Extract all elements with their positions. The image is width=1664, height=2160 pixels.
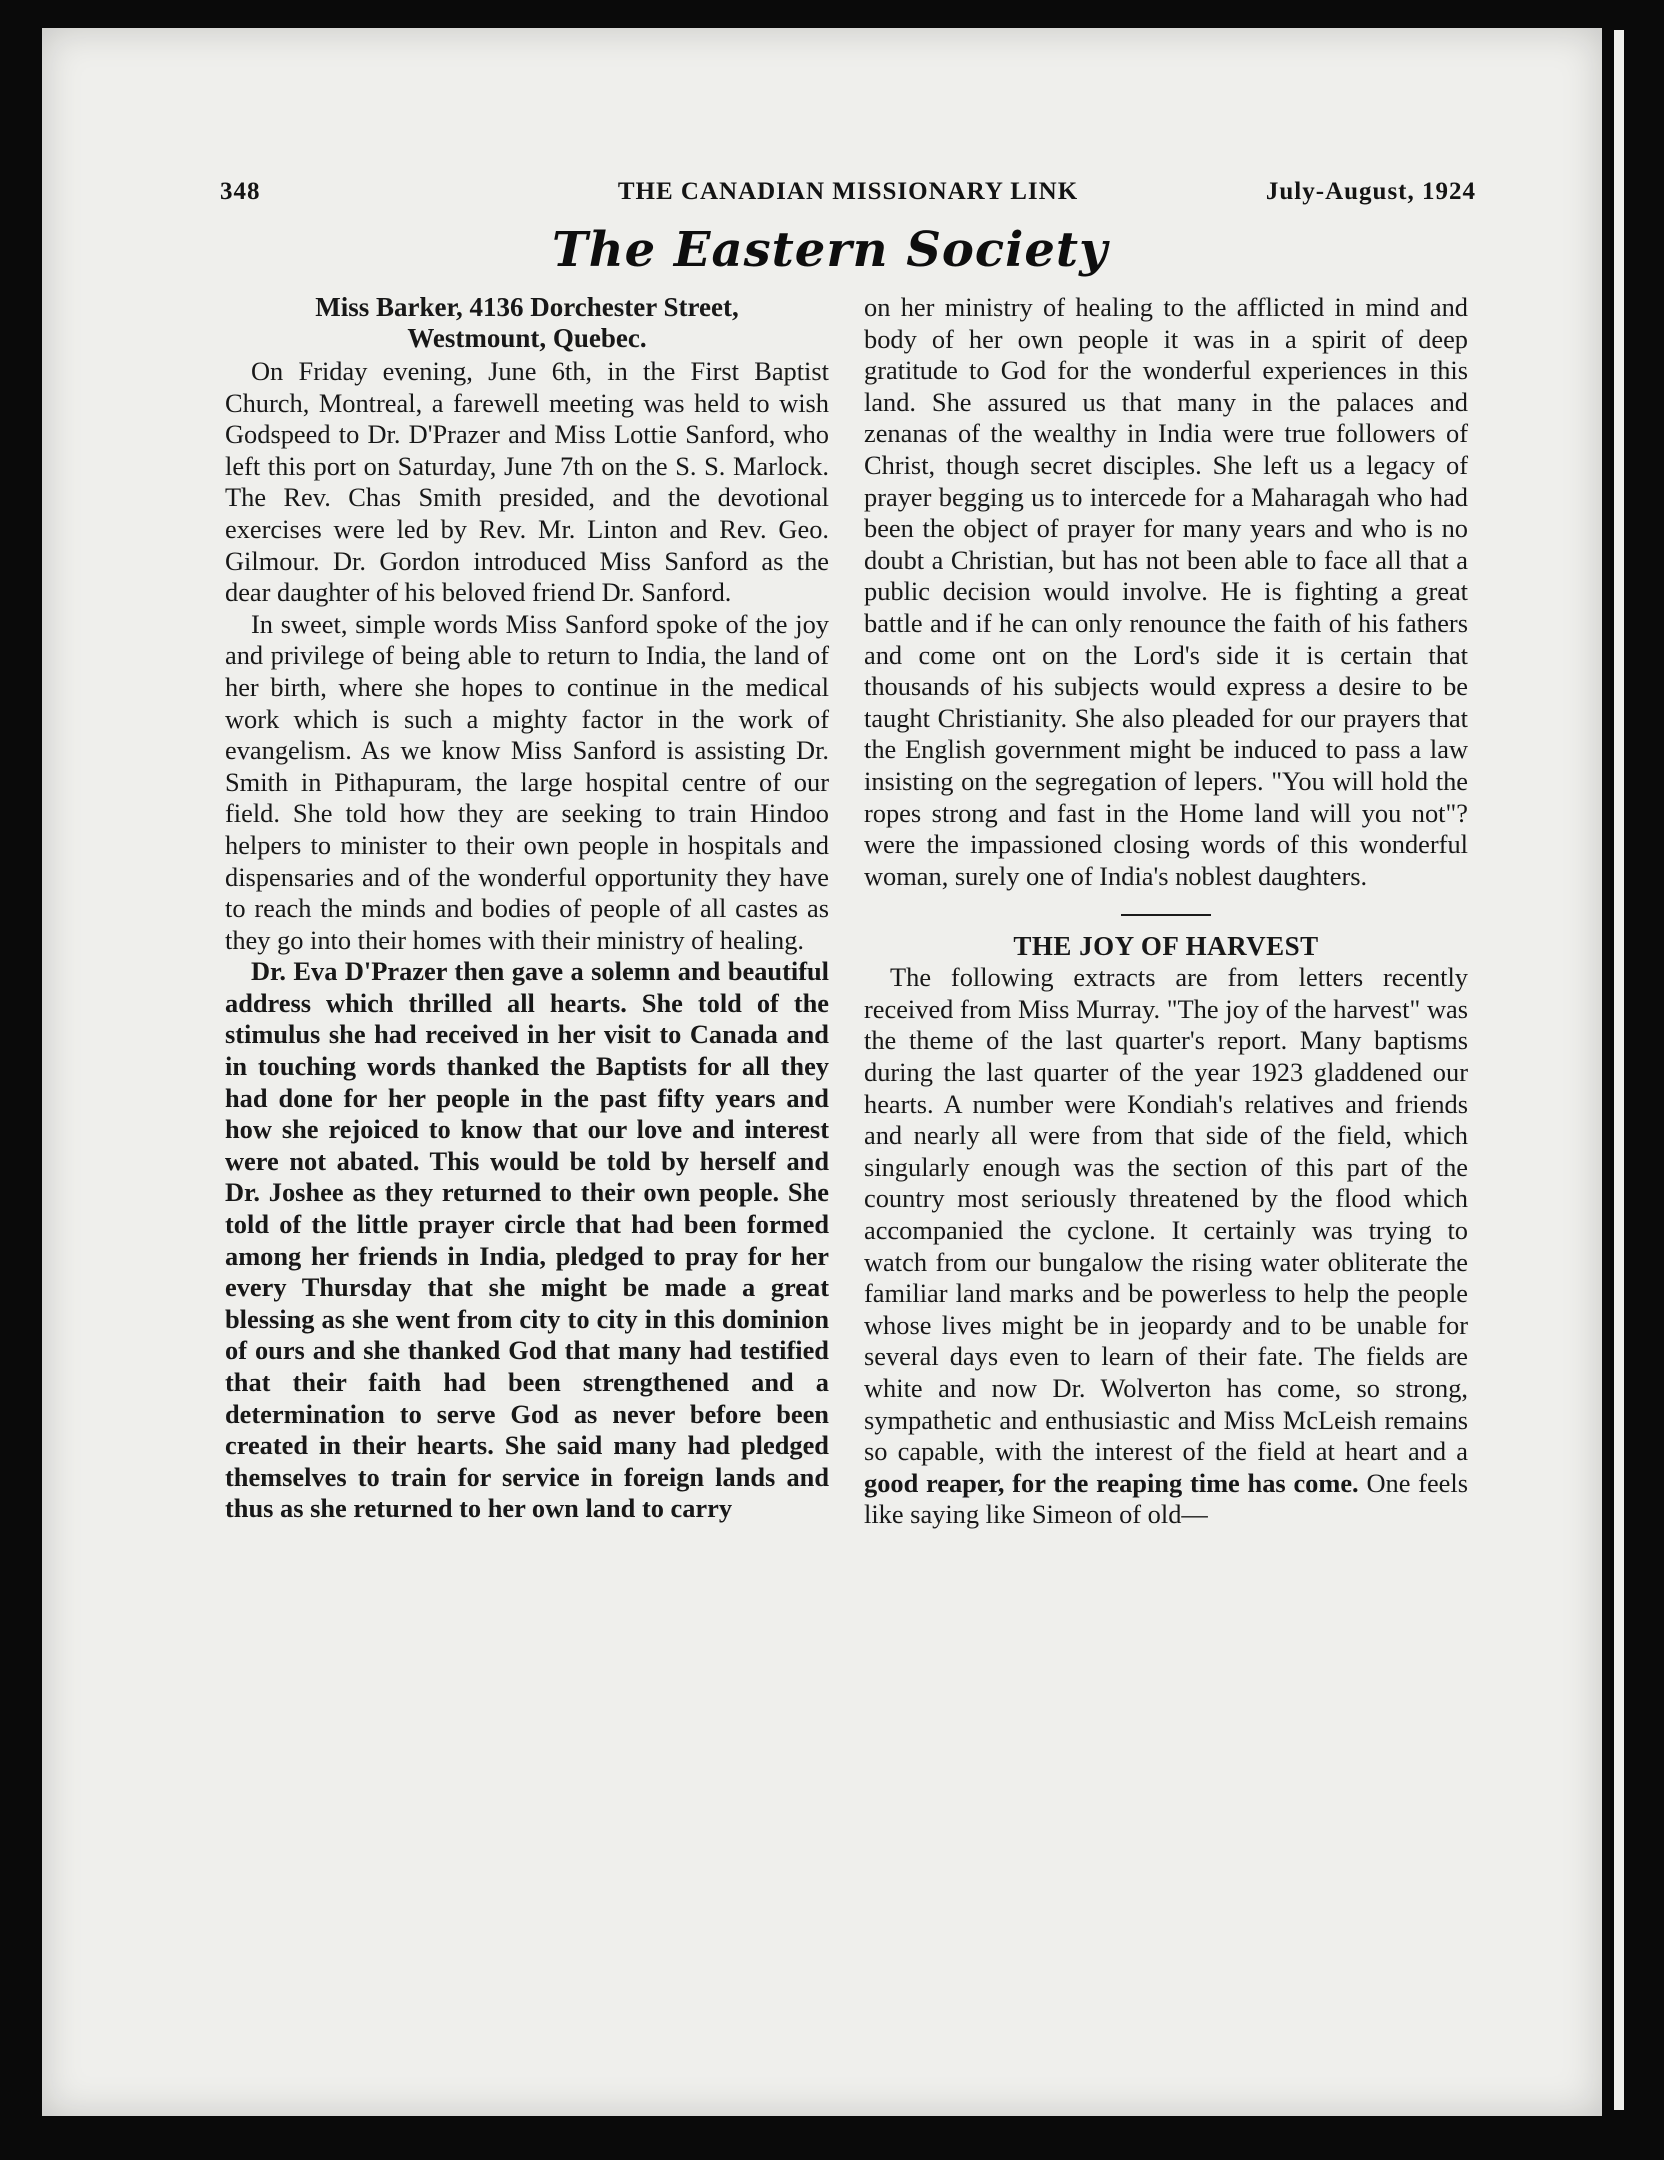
address-line-2: Westmount, Quebec. <box>407 323 647 353</box>
section-masthead: The Eastern Society <box>552 222 1108 278</box>
address-line-1: Miss Barker, 4136 Dorchester Street, <box>315 292 739 322</box>
bold-phrase: good reaper, for the reaping time has come. <box>864 1467 1359 1498</box>
left-column <box>225 292 829 1525</box>
section-heading: THE JOY OF HARVEST <box>1013 931 1319 962</box>
next-page-edge <box>1614 30 1624 2110</box>
paragraph: On Friday evening, June 6th, in the First Baptist Church, Montreal, a farewell meeting was held to wish Godspeed to Dr. D'Prazer and Miss Lottie Sanford, who left this port on Saturday, June 7th on the S. S. Marlock. The Rev. Chas Smith presided, and the devotional exercises were led by Rev. Mr. Linton and Rev. Geo. Gilmour. Dr. Gordon introduced Miss Sanford as the dear daughter of his beloved friend Dr. Sanford. <box>225 356 829 608</box>
divider-rule <box>1121 914 1211 916</box>
running-header <box>220 178 1476 218</box>
paragraph: Dr. Eva D'Prazer then gave a solemn and beautiful address which thrilled all hearts. She told of the stimulus she had received in her visit to Canada and in touching words thanked the Baptists for all they had done for her people in the past fifty years and how she rejoiced to know that our love and interest were not abated. This would be told by herself and Dr. Joshee as they returned to their own people. She told of the little prayer circle that had been formed among her friends in India, pledged to pray for her every Thursday that she might be made a great blessing as she went from city to city in this dominion of ours and she thanked God that many had testified that their faith had been strengthened and a determination to serve God as never before been created in their hearts. She said many had pledged themselves to train for service in foreign lands and thus as she returned to her own land to carry <box>225 956 829 1524</box>
page-number: 348 <box>220 178 261 205</box>
paragraph-text-end: One feels like saying like Simeon of old— <box>864 1467 1468 1530</box>
issue-date: July-August, 1924 <box>1265 178 1476 205</box>
address-block <box>225 292 829 354</box>
paragraph: on her ministry of healing to the afflicted in mind and body of her own people it was in a spirit of deep gratitude to God for the wonderful experiences in this land. She assured us that many in the palaces and zenanas of the wealthy in India were true followers of Christ, though secret disciples. She left us a legacy of prayer begging us to intercede for a Maharagah who had been the object of prayer for many years and who is no doubt a Christian, but has not been able to face all that a public decision would involve. He is fighting a great battle and if he can only renounce the faith of his fathers and come ont on the Lord's side it is certain that thousands of his subjects would express a desire to be taught Christianity. She also pleaded for our prayers that the English government might be induced to pass a law insisting on the segregation of lepers. "You will hold the ropes strong and fast in the Home land will you not"? were the impassioned closing words of this wonderful woman, surely one of India's noblest daughters. <box>864 292 1468 891</box>
paragraph <box>864 962 1468 1531</box>
publication-title: THE CANADIAN MISSIONARY LINK <box>617 178 1079 205</box>
paragraph: In sweet, simple words Miss Sanford spoke of the joy and privilege of being able to return to India, the land of her birth, where she hopes to continue in the medical work which is such a mighty factor in the work of evangelism. As we know Miss Sanford is assisting Dr. Smith in Pithapuram, the large hospital centre of our field. She told how they are seeking to train Hindoo helpers to minister to their own people in hospitals and dispensaries and of the wonderful opportunity they have to reach the minds and bodies of people of all castes as they go into their homes with their ministry of healing. <box>225 608 829 955</box>
paragraph-text: The following extracts are from letters recently received from Miss Murray. "The joy of the harvest" was the theme of the last quarter's report. Many baptisms during the last quarter of the year 1923 gladdened our hearts. A number were Kondiah's relatives and friends and nearly all were from that side of the field, which singularly enough was the section of this part of the country most seriously threatened by the flood which accompanied the cyclone. It certainly was trying to watch from our bungalow the rising water obliterate the familiar land marks and be powerless to help the people whose lives might be in jeopardy and to be unable for several days even to learn of their fate. The fields are white and now Dr. Wolverton has come, so strong, sympathetic and enthusiastic and Miss McLeish remains so capable, with the interest of the field at heart and a <box>864 962 1468 1467</box>
right-column <box>864 292 1468 1531</box>
